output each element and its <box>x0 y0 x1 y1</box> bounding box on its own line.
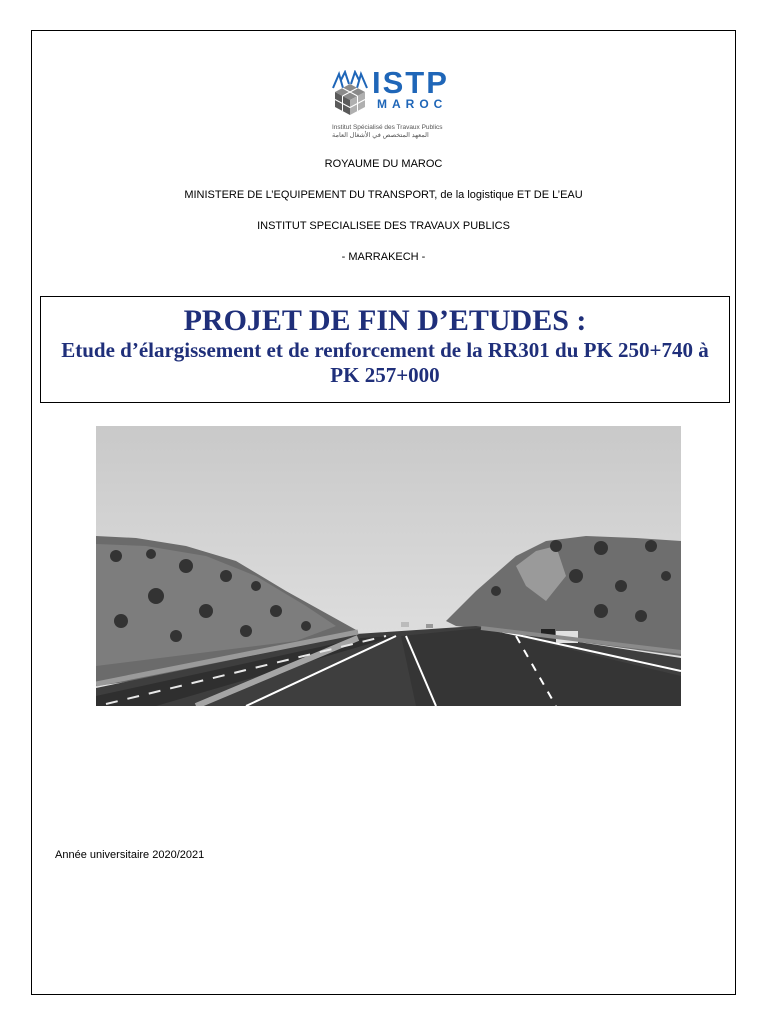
logo-tagline-ar: المعهد المتخصص في الأشغال العامة <box>332 132 429 139</box>
highway-photo <box>96 426 681 706</box>
logo-wordmark: ISTP <box>372 65 449 100</box>
istp-logo <box>327 66 457 146</box>
institute-heading: INSTITUT SPECIALISEE DES TRAVAUX PUBLICS <box>257 220 510 232</box>
ministry-heading: MINISTERE DE L’EQUIPEMENT DU TRANSPORT, de la logistique ET DE L’EAU <box>184 189 583 201</box>
logo-tagline <box>332 124 457 140</box>
project-subtitle: Etude d’élargissement et de renforcement de la RR301 du PK 250+740 à PK 257+000 <box>61 338 709 387</box>
kingdom-heading: ROYAUME DU MAROC <box>324 158 443 170</box>
city-heading: - MARRAKECH - <box>341 251 426 263</box>
academic-year: Année universitaire 2020/2021 <box>55 849 205 861</box>
project-title-box <box>40 296 730 403</box>
logo-tagline-fr: Institut Spécialisé des Travaux Publics <box>332 124 443 131</box>
logo-subtitle: MAROC <box>377 97 448 111</box>
istp-cube-logo-icon <box>329 70 371 116</box>
project-title: PROJET DE FIN D’ETUDES : <box>183 304 587 337</box>
